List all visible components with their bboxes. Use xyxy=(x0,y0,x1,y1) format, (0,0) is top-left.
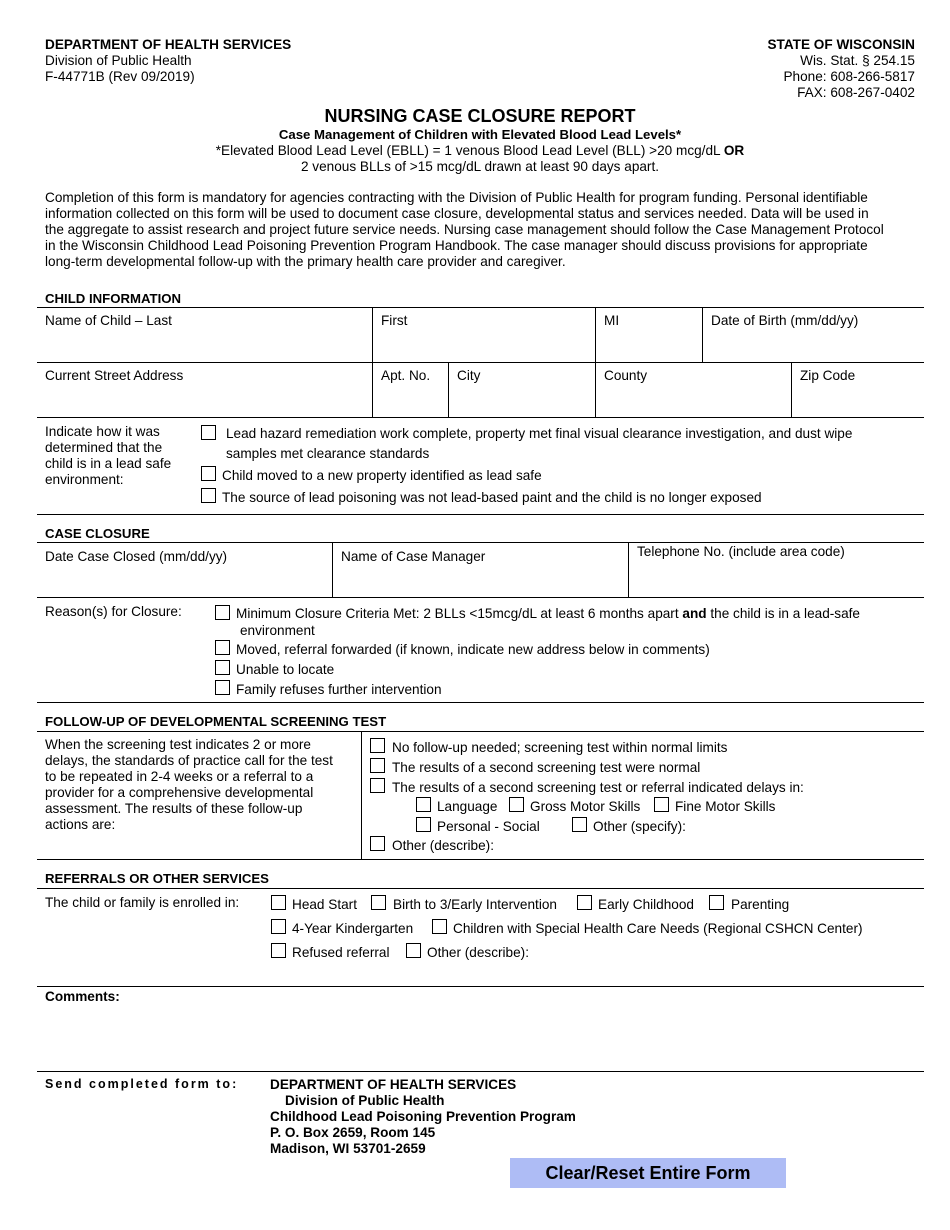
intro-line-1: Completion of this form is mandatory for agencies contracting with the Division of Public Health for program funding. Personal identifiable xyxy=(45,190,868,205)
lead-safe-label-3: child is in a lead safe xyxy=(45,456,172,471)
family-refuses-checkbox[interactable] xyxy=(215,680,230,695)
moved-safe-label: Child moved to a new property identified as lead safe xyxy=(222,468,542,483)
second-normal-checkbox[interactable] xyxy=(370,758,385,773)
ebll-definition-text: *Elevated Blood Lead Level (EBLL) = 1 venous Blood Lead Level (BLL) >20 mcg/dL xyxy=(215,143,721,158)
delays-checkbox[interactable] xyxy=(370,778,385,793)
reset-form-button[interactable]: Clear/Reset Entire Form xyxy=(510,1158,786,1188)
not-paint-label: The source of lead poisoning was not lead-based paint and the child is no longer exposed xyxy=(222,490,762,505)
ebll-or: OR xyxy=(723,143,745,158)
remediation-checkbox[interactable] xyxy=(201,425,216,440)
cshcn-label: Children with Special Health Care Needs (Regional CSHCN Center) xyxy=(453,921,863,936)
criteria-met-text: Minimum Closure Criteria Met: 2 BLLs <15mcg/dL at least 6 months apart xyxy=(236,606,679,621)
other-service-checkbox[interactable] xyxy=(406,943,421,958)
followup-desc-5: assessment. The results of these follow-up xyxy=(45,801,303,816)
zip-field[interactable]: Zip Code xyxy=(800,368,856,383)
remediation-label: Lead hazard remediation work complete, property met final visual clearance investigation, and dust wipe xyxy=(226,426,853,441)
followup-desc-4: provider for a comprehensive developmental xyxy=(45,785,314,800)
parenting-checkbox[interactable] xyxy=(709,895,724,910)
other-describe-checkbox[interactable] xyxy=(370,836,385,851)
reasons-label: Reason(s) for Closure: xyxy=(45,604,182,619)
followup-desc-3: to be repeated in 2-4 weeks or a referral to a xyxy=(45,769,314,784)
family-refuses-label: Family refuses further intervention xyxy=(236,682,442,697)
criteria-met-checkbox[interactable] xyxy=(215,605,230,620)
criteria-met-label xyxy=(236,606,860,621)
k4-label: 4-Year Kindergarten xyxy=(292,921,414,936)
unable-locate-label: Unable to locate xyxy=(236,662,335,677)
second-normal-label: The results of a second screening test were normal xyxy=(392,760,701,775)
send-to-label: Send completed form to: xyxy=(45,1077,239,1091)
birth3-checkbox[interactable] xyxy=(371,895,386,910)
lead-safe-label-2: determined that the xyxy=(45,440,163,455)
followup-heading: FOLLOW-UP OF DEVELOPMENTAL SCREENING TEST xyxy=(45,714,387,729)
referrals-heading: REFERRALS OR OTHER SERVICES xyxy=(45,871,269,886)
form-number: F-44771B (Rev 09/2019) xyxy=(45,69,195,84)
gross-motor-label: Gross Motor Skills xyxy=(530,799,641,814)
criteria-and: and xyxy=(682,606,707,621)
other-specify-checkbox[interactable] xyxy=(572,817,587,832)
refused-checkbox[interactable] xyxy=(271,943,286,958)
statute: Wis. Stat. § 254.15 xyxy=(800,53,915,68)
lead-safe-label-1: Indicate how it was xyxy=(45,424,160,439)
lead-safe-label-4: environment: xyxy=(45,472,124,487)
unable-locate-checkbox[interactable] xyxy=(215,660,230,675)
head-start-checkbox[interactable] xyxy=(271,895,286,910)
criteria-met-text-2: the child is in a lead-safe xyxy=(710,606,860,621)
case-closure-heading: CASE CLOSURE xyxy=(45,526,150,541)
intro-line-2: information collected on this form will be used to document case closure, developmental status and services needed. Data will be used in xyxy=(45,206,869,221)
cshcn-checkbox[interactable] xyxy=(432,919,447,934)
city-field[interactable]: City xyxy=(457,368,481,383)
personal-social-checkbox[interactable] xyxy=(416,817,431,832)
enrolled-label: The child or family is enrolled in: xyxy=(45,895,240,910)
fax-number: FAX: 608-267-0402 xyxy=(797,85,915,100)
followup-desc-1: When the screening test indicates 2 or more xyxy=(45,737,311,752)
language-checkbox[interactable] xyxy=(416,797,431,812)
send-dept: DEPARTMENT OF HEALTH SERVICES xyxy=(270,1077,517,1092)
not-paint-checkbox[interactable] xyxy=(201,488,216,503)
criteria-met-label-2: environment xyxy=(240,623,315,638)
other-specify-label: Other (specify): xyxy=(593,819,686,834)
send-program: Childhood Lead Poisoning Prevention Program xyxy=(270,1109,576,1124)
fine-motor-checkbox[interactable] xyxy=(654,797,669,812)
followup-desc-6: actions are: xyxy=(45,817,116,832)
delays-label: The results of a second screening test or referral indicated delays in: xyxy=(392,780,804,795)
no-followup-checkbox[interactable] xyxy=(370,738,385,753)
fine-motor-label: Fine Motor Skills xyxy=(675,799,776,814)
intro-line-5: long-term developmental follow-up with the primary health care provider and caregiver. xyxy=(45,254,566,269)
early-childhood-checkbox[interactable] xyxy=(577,895,592,910)
followup-desc-2: delays, the standards of practice call for the test xyxy=(45,753,333,768)
division-name: Division of Public Health xyxy=(45,53,192,68)
dob-field[interactable]: Date of Birth (mm/dd/yy) xyxy=(711,313,859,328)
ebll-definition xyxy=(0,143,950,158)
street-address-field[interactable]: Current Street Address xyxy=(45,368,184,383)
comments-field[interactable]: Comments: xyxy=(45,989,120,1004)
birth3-label: Birth to 3/Early Intervention xyxy=(393,897,557,912)
apt-field[interactable]: Apt. No. xyxy=(381,368,431,383)
child-info-heading: CHILD INFORMATION xyxy=(45,291,182,306)
moved-safe-checkbox[interactable] xyxy=(201,466,216,481)
page-subtitle: Case Management of Children with Elevated Blood Lead Levels* xyxy=(278,127,682,142)
refused-label: Refused referral xyxy=(292,945,390,960)
send-po-box: P. O. Box 2659, Room 145 xyxy=(270,1125,436,1140)
early-childhood-label: Early Childhood xyxy=(598,897,694,912)
phone-number: Phone: 608-266-5817 xyxy=(783,69,915,84)
followup-description xyxy=(45,737,333,833)
case-manager-field[interactable]: Name of Case Manager xyxy=(341,549,486,564)
personal-social-label: Personal - Social xyxy=(437,819,540,834)
state-name: STATE OF WISCONSIN xyxy=(767,37,915,52)
no-followup-label: No follow-up needed; screening test within normal limits xyxy=(392,740,728,755)
k4-checkbox[interactable] xyxy=(271,919,286,934)
ebll-definition-2: 2 venous BLLs of >15 mcg/dL drawn at least 90 days apart. xyxy=(300,159,660,174)
parenting-label: Parenting xyxy=(731,897,790,912)
moved-referral-checkbox[interactable] xyxy=(215,640,230,655)
language-label: Language xyxy=(437,799,498,814)
send-city: Madison, WI 53701-2659 xyxy=(270,1141,426,1156)
date-closed-field[interactable]: Date Case Closed (mm/dd/yy) xyxy=(45,549,228,564)
send-division: Division of Public Health xyxy=(285,1093,445,1108)
moved-referral-label: Moved, referral forwarded (if known, indicate new address below in comments) xyxy=(236,642,710,657)
intro-line-4: in the Wisconsin Childhood Lead Poisoning Prevention Program Handbook. The case manager should discuss provisions for appropriate xyxy=(45,238,868,253)
lead-safe-label xyxy=(45,424,171,488)
county-field[interactable]: County xyxy=(604,368,648,383)
dept-name: DEPARTMENT OF HEALTH SERVICES xyxy=(45,37,292,52)
last-name-field[interactable]: Name of Child – Last xyxy=(45,313,172,328)
mi-field[interactable]: MI xyxy=(604,313,620,328)
other-describe-label: Other (describe): xyxy=(392,838,494,853)
remediation-label-2: samples met clearance standards xyxy=(226,446,430,461)
head-start-label: Head Start xyxy=(292,897,357,912)
intro-line-3: the aggregate to assist research and project future service needs. Nursing case management should follow the Case Management Protocol xyxy=(45,222,884,237)
page-title: NURSING CASE CLOSURE REPORT xyxy=(324,106,636,126)
other-service-label: Other (describe): xyxy=(427,945,529,960)
telephone-field[interactable]: Telephone No. (include area code) xyxy=(637,544,845,559)
first-name-field[interactable]: First xyxy=(381,313,408,328)
gross-motor-checkbox[interactable] xyxy=(509,797,524,812)
